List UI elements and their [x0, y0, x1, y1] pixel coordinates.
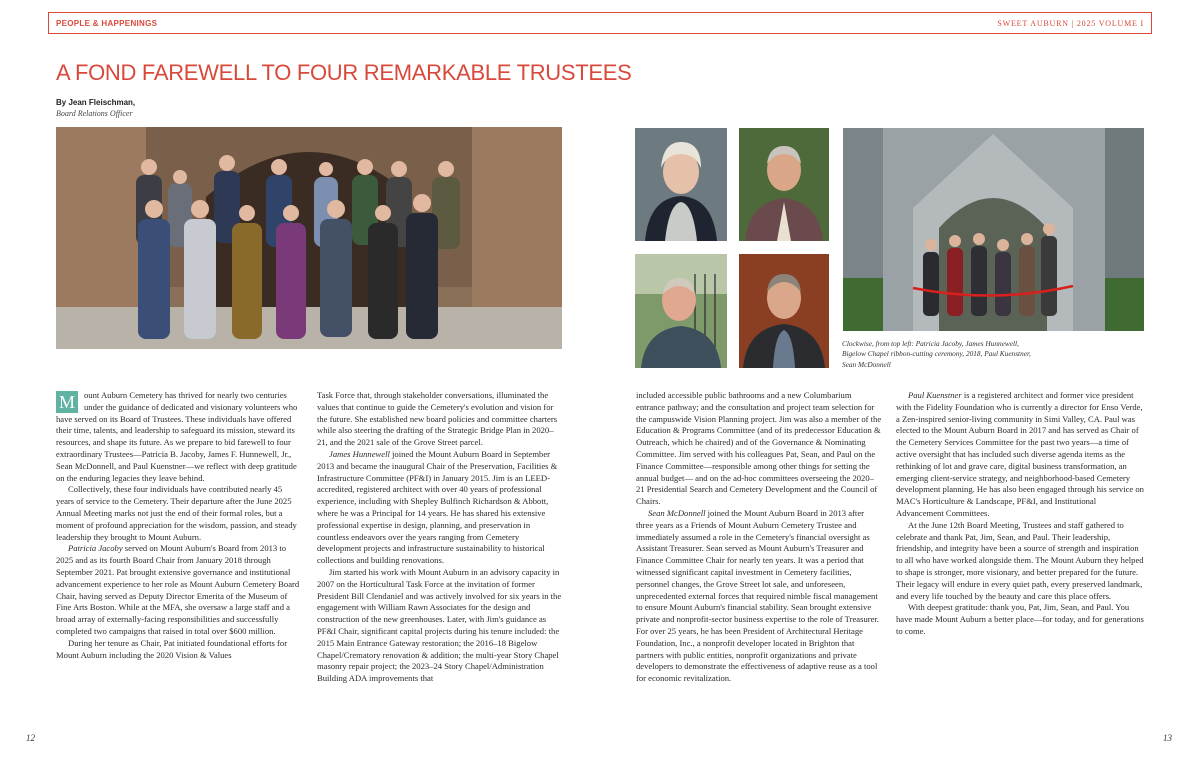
paragraph-mcdonnell [636, 508, 882, 685]
trustee-name: Sean McDonnell [648, 507, 706, 518]
portrait-james-hunnewell [739, 128, 829, 241]
byline: By Jean Fleischman, [56, 98, 136, 107]
paragraph: Jim started his work with Mount Auburn in an advisory capacity in 2007 on the Horticultural Task Force at the invitation of former President Bill Clendaniel and was actively involved for six years in the engagement with William Rawn Associates for the design and construction of the new greenhouses. Later, with Jim's guidance as PF&I Chair, significant capital projects during his tenure included: the 2015 Main Entrance Gateway restoration; the 2016–18 Bigelow Chapel/Crematory renovation & addition; the multi-year Story Chapel masonry repair project; the 2023–24 Story Chapel/Administration Building ADA improvements that [317, 566, 562, 684]
paragraph: During her tenure as Chair, Pat initiated foundational efforts for Mount Auburn including the 2020 Vision & Values [56, 637, 288, 660]
section-label: PEOPLE & HAPPENINGS [56, 19, 158, 28]
paragraph-kuenstner [896, 390, 1144, 520]
paragraph-text: is a registered architect and former vice president with the Fidelity Foundation who is currently a director for Enso Verde, a Zen-inspired senior-living community in Simi Valley, CA. Paul was elected to the Mount Auburn Board in 2017 and has served as Chair of the Cemetery Services Committee for the past two years—a time of active oversight that has included such diverse agenda items as the rethinking of lot and grave care, digital business transformation, an emerging client-service strategy, and neighborhood-based Cemetery development planning. He has also been engaged through his service on MAC's Horticulture & Landscape, PF&I, and Institutional Advancement Committees. [896, 390, 1144, 518]
article-column-1 [56, 390, 302, 661]
trustee-name: James Hunnewell [329, 448, 390, 459]
ribbon-cutting-photo [843, 128, 1144, 331]
drop-cap: M [56, 391, 78, 413]
trustee-name: Paul Kuenstner [908, 390, 962, 400]
article-column-2 [317, 390, 563, 685]
paragraph: Task Force that, through stakeholder conversations, illuminated the values that continue to guide the Cemetery's evolution and vision for the future. She established new board policies and committee charters while also steering the drafting of the Strategic Bridge Plan in 2020–21, and the 2021 sale of the Grove Street parcel. [317, 390, 558, 448]
page-number-right: 13 [1163, 733, 1172, 743]
article-title: A FOND FAREWELL TO FOUR REMARKABLE TRUSTEES [56, 60, 632, 85]
paragraph-hunnewell [317, 449, 563, 567]
article-column-4 [896, 390, 1144, 638]
page-number-left: 12 [26, 733, 35, 743]
paragraph: included accessible public bathrooms and a new Columbarium entrance pathway; and the consultation and project team selection for the campuswide Vision Planning project. Jim was also a member of the Education & Programs Committee (and of its predecessor Education & Outreach, which he chaired) and of the Governance & Nominating Committee. Jim served with his colleagues Pat, Sean, and Paul on the Finance Committee—responsible among other things for setting the annual budget— and on the ad-hoc committees overseeing the 2020–21 Presidential Search and Cemetery Development and the Council of Chairs. [636, 390, 882, 507]
paragraph-jacoby [56, 543, 302, 637]
intro-text: ount Auburn Cemetery has thrived for nearly two centuries under the guidance of dedicated and visionary volunteers who have served on its Board of Trustees. These individuals have offered their time, talents, and leadership to safeguard its mission, steward its resources, and shape its future. As we prepare to bid farewell to four extraordinary Trustees—Patricia B. Jacoby, James F. Hunnewell, Jr., Sean McDonnell, and Paul Kuenstner—we reflect with deep gratitude on the enduring legacies they leave behind. [56, 390, 298, 483]
paragraph-text: joined the Mount Auburn Board in September 2013 and became the inaugural Chair of the Preservation, Facilities & Infrastructure Committee (PF&I) in January 2015. Jim is an LEED-accredited, registered architect with over 40 years of professional experience, including with Shepley Bulfinch Richardson & Abbott, where he was a Principal for 14 years. He has shared his extensive professional expertise in design, planning, and preservation in countless endeavors over the years ranging from Cemetery development projects and infrastructure sustainability to historical collections and building renovations. [317, 448, 558, 566]
trustee-name: Patricia Jacoby [68, 543, 123, 554]
portrait-paul-kuenstner [635, 254, 727, 368]
byline-role: Board Relations Officer [56, 109, 133, 118]
article-column-3 [636, 390, 882, 685]
photo-caption: Clockwise, from top left: Patricia Jacoby, James Hunnewell, Bigelow Chapel ribbon-cutting ceremony, 2018, Paul Kuenstner, Sean McDonnell [842, 339, 1031, 369]
portrait-patricia-jacoby [635, 128, 727, 241]
paragraph-intro [56, 390, 302, 484]
paragraph-text: served on Mount Auburn's Board from 2013 to 2025 and as its fourth Board Chair from January 2018 through September 2021. Pat brought extensive governance and institutional advancement experience to her role as Mount Auburn Cemetery Board Chair, having served as Deputy Director Emerita of the Museum of Fine Arts Boston. While at the MFA, she oversaw a large staff and a broad array of externally-facing responsibilities and successfully completed two campaigns that raised in total over $600 million. [56, 543, 300, 636]
paragraph: With deepest gratitude: thank you, Pat, Jim, Sean, and Paul. You have made Mount Auburn a better place—for today, and for generations to come. [896, 602, 1144, 636]
portrait-sean-mcdonnell [739, 254, 829, 368]
paragraph: Collectively, these four individuals have contributed nearly 45 years of service to the Cemetery. Their departure after the June 2025 Annual Meeting marks not just the end of their formal roles, but a moment of profound appreciation for the wisdom, passion, and steady leadership they brought to Mount Auburn. [56, 484, 297, 542]
paragraph: At the June 12th Board Meeting, Trustees and staff gathered to celebrate and thank Pat, Jim, Sean, and Paul. Their leadership, friendship, and integrity have been a source of strength and inspiration to all who have worked alongside them. The Mount Auburn they helped to shape is stronger, more visionary, and better prepared for the future. Their legacy will endure in every quiet path, every preserved landmark, and every life touched by the beauty and care this place offers. [896, 519, 1144, 601]
paragraph-text: joined the Mount Auburn Board in 2013 after three years as a Friends of Mount Auburn Cemetery Trustee and immediately assumed a role in the Cemetery's financial oversight as Assistant Treasurer. Sean served as Mount Auburn's Treasurer and Finance Committee Chair for nearly ten years. It was a period that witnessed significant capital investment in Cemetery facilities, personnel changes, the Grove Street lot sale, and unforeseen, unprecedented external forces that required nimble fiscal management to ensure Mount Auburn's financial stability. Sean brought extensive private and nonprofit-sector business expertise to the role of Treasurer. For over 25 years, he has been President of Architectural Heritage Foundation, Inc., a nonprofit developer located in Brighton that partners with public entities, nonprofit organizations and private developers to demonstrate the effectiveness of adaptive reuse as a tool for economic revitalization. [636, 507, 879, 684]
group-photo [56, 127, 562, 349]
magazine-label: SWEET AUBURN | 2025 VOLUME I [997, 19, 1144, 28]
